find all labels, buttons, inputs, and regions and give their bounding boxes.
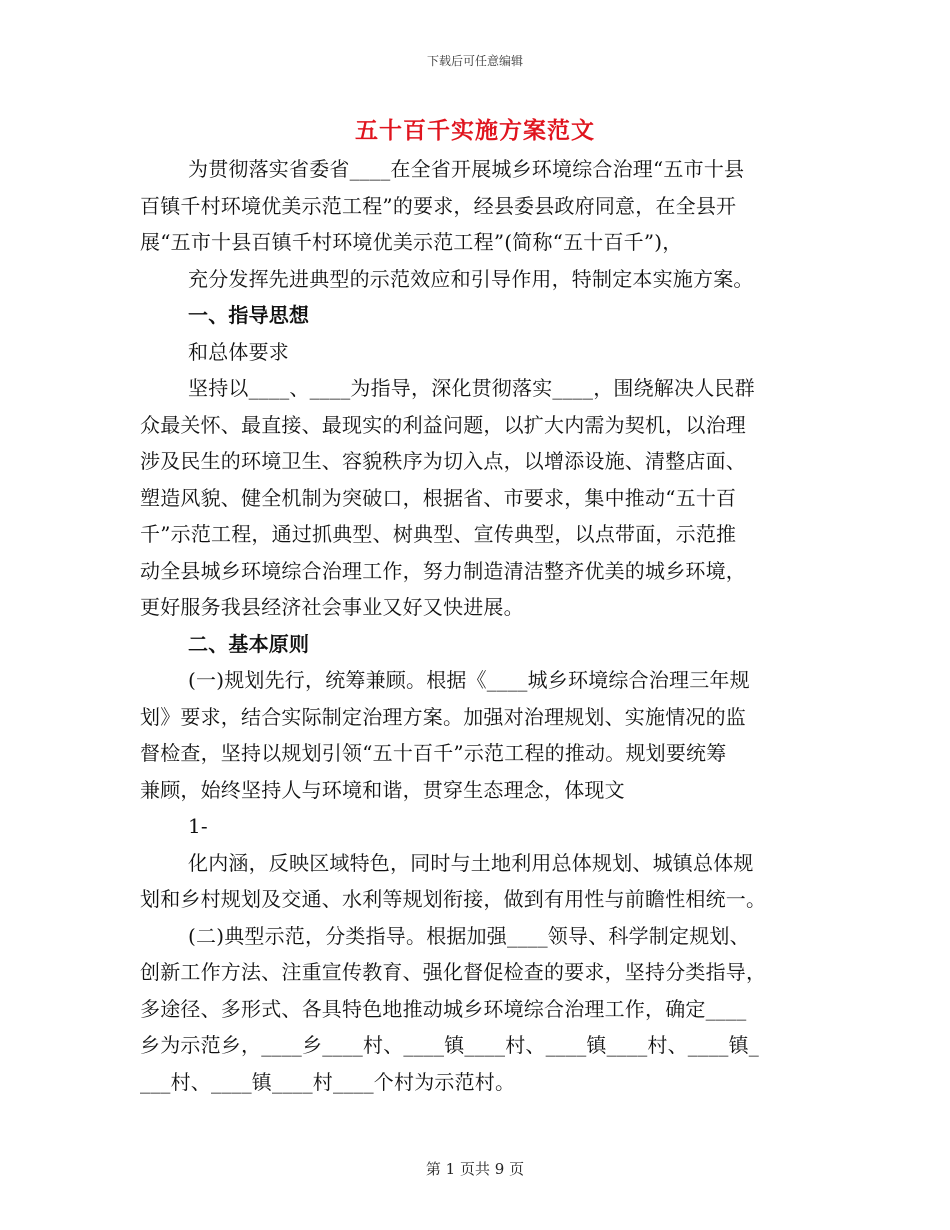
section-heading: 一、指导思想	[188, 303, 310, 327]
header-note: 下载后可任意编辑	[426, 54, 523, 68]
document-body	[140, 151, 812, 1100]
page-footer: 第 1 页共 9 页	[425, 1160, 525, 1178]
paragraph-line: 兼顾，始终坚持人与环境和谐，贯穿生态理念，体现文	[140, 777, 625, 802]
paragraph-line: 充分发挥先进典型的示范效应和引导作用，特制定本实施方案。	[188, 266, 754, 291]
paragraph-line: (二)典型示范，分类指导。根据加强____领导、科学制定规划、	[188, 923, 750, 948]
paragraph-line: 划和乡村规划及交通、水利等规划衔接，做到有用性与前瞻性相统一。	[140, 887, 767, 911]
document-title: 五十百千实施方案范文	[355, 117, 595, 144]
paragraph-line: 为贯彻落实省委省____在全省开展城乡环境综合治理“五市十县	[188, 157, 745, 181]
paragraph-line: 众最关怀、最直接、最现实的利益问题，以扩大内需为契机，以治理	[140, 412, 746, 437]
paragraph-line: 化内涵，反映区域特色，同时与土地利用总体规划、城镇总体规	[188, 850, 754, 875]
page-marker: 1-	[188, 814, 208, 838]
section-heading: 二、基本原则	[188, 631, 310, 656]
paragraph-line: 乡为示范乡，____乡____村、____镇____村、____镇____村、____镇_	[140, 1033, 759, 1057]
paragraph-line: 创新工作方法、注重宣传教育、强化督促检查的要求，坚持分类指导，	[140, 960, 767, 984]
paragraph-line: 动全县城乡环境综合治理工作，努力制造清洁整齐优美的城乡环境，	[140, 558, 746, 583]
paragraph-line: 涉及民生的环境卫生、容貌秩序为切入点，以增添设施、清整店面、	[140, 449, 746, 473]
paragraph-line: 千”示范工程，通过抓典型、树典型、宣传典型，以点带面，示范推	[140, 522, 737, 546]
paragraph-line: 更好服务我县经济社会事业又好又快进展。	[140, 595, 524, 619]
paragraph-line: 塑造风貌、健全机制为突破口，根据省、市要求，集中推动“五十百	[140, 485, 737, 510]
paragraph-line: 百镇千村环境优美示范工程”的要求，经县委县政府同意，在全县开	[140, 193, 737, 218]
paragraph-line: 划》要求，结合实际制定治理方案。加强对治理规划、实施情况的监	[140, 704, 746, 729]
paragraph-line: 多途径、多形式、各具特色地推动城乡环境综合治理工作，确定____	[140, 996, 747, 1021]
paragraph-line: (一)规划先行，统筹兼顾。根据《____城乡环境综合治理三年规	[188, 668, 750, 692]
paragraph-line: 坚持以____、____为指导，深化贯彻落实____，围绕解决人民群	[188, 376, 755, 400]
paragraph-line: 展“五市十县百镇千村环境优美示范工程”(简称“五十百千”)，	[140, 230, 683, 254]
paragraph-line: 督检查，坚持以规划引领“五十百千”示范工程的推动。规划要统筹	[140, 741, 727, 765]
paragraph-line: ___村、____镇____村____个村为示范村。	[140, 1069, 516, 1094]
paragraph-line: 和总体要求	[188, 339, 289, 364]
